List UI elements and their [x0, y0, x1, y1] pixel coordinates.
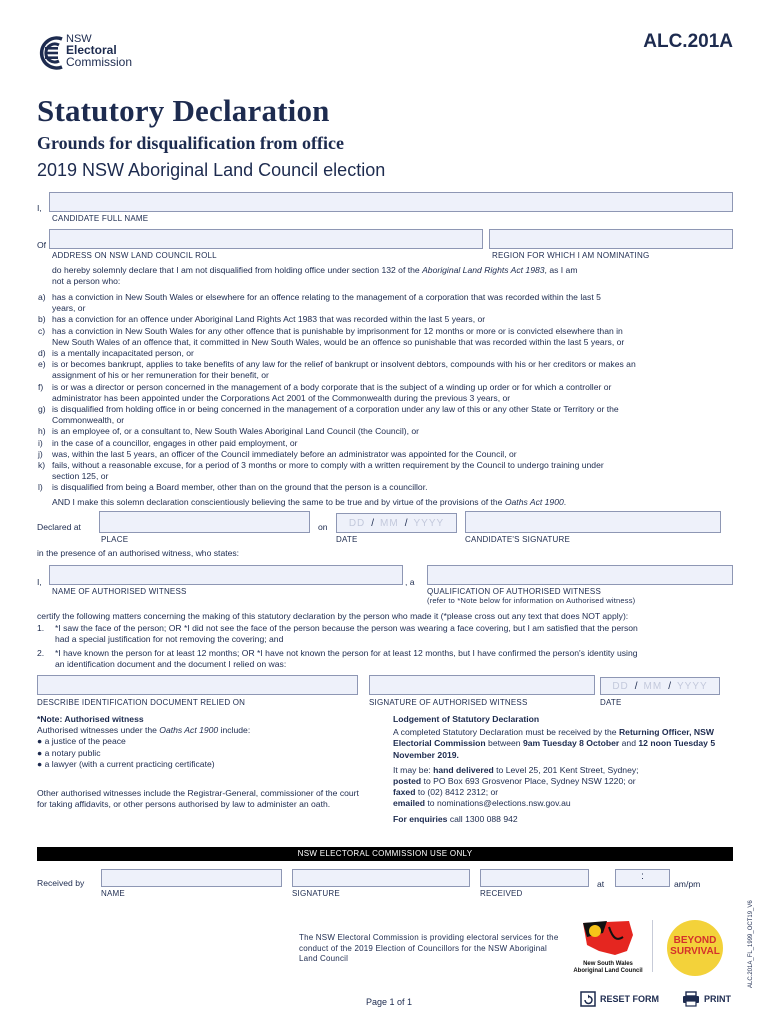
place-label: PLACE — [101, 535, 129, 544]
list-item: k) fails, without a reasonable excuse, for a period of 3 months or more to comply with a written requirement by the Council to undergo training under section 125, or — [38, 460, 604, 482]
reset-icon — [580, 991, 596, 1007]
id-document-label: DESCRIBE IDENTIFICATION DOCUMENT RELIED ON — [37, 698, 246, 707]
declaration-date-field[interactable]: DD / MM / YYYY — [336, 513, 457, 533]
list-item: e) is or becomes bankrupt, applies to take benefits of any law for the relief of bankrupt or insolvent debtors, compounds with his or her creditors or makes an assignment of his or her remuneration for their benefit, or — [38, 359, 636, 381]
logo-text-commission: Commission — [66, 55, 133, 69]
candidate-i-prefix: I, — [37, 203, 42, 213]
declaration-intro-line2: not a person who: — [52, 276, 121, 287]
list-item: d) is a mentally incapacitated person, or — [38, 348, 194, 359]
nsw-ec-logo — [36, 33, 156, 73]
nswalc-text-2: Aboriginal Land Council — [573, 968, 643, 974]
note-heading: *Note: Authorised witness — [37, 714, 144, 724]
presence-text: in the presence of an authorised witness, who states: — [37, 548, 240, 558]
nswalc-logo — [572, 917, 644, 979]
received-name-label: NAME — [101, 889, 125, 898]
list-item: a) has a conviction in New South Wales or elsewhere for an offence relating to the management of a corporation that was recorded within the last 5 years, or — [38, 292, 601, 314]
witness-qualification-field[interactable] — [427, 565, 733, 585]
received-signature-field[interactable] — [292, 869, 470, 887]
declaration-intro — [52, 265, 742, 287]
lodgement-methods: It may be: hand delivered to Level 25, 201 Kent Street, Sydney; posted to PO Box 693 Grosvenor Place, Sydney NSW 1220; or faxed to (02) 8412 2312; or emailed to nominations@elections.nsw.gov.au — [393, 764, 639, 809]
nswalc-map-icon — [579, 917, 637, 957]
divider — [652, 920, 653, 972]
list-item: h) is an employee of, or a consultant to, New South Wales Aboriginal Land Council (the Council), or — [38, 426, 420, 437]
region-label: REGION FOR WHICH I AM NOMINATING — [492, 251, 650, 260]
id-document-field[interactable] — [37, 675, 358, 695]
certify-item-2: 2. *I have known the person for at least 12 months; OR *I have not known the person for at least 12 months, but I have confirmed the person's identity using an identification document and the document I relied on was: — [37, 648, 638, 670]
candidate-of-prefix: Of — [37, 240, 47, 250]
list-item: b) has a conviction for an offence under Aboriginal Land Rights Act 1983 that was recorded within the last 5 years, or — [38, 314, 486, 325]
logo-text-nsw: NSW — [66, 33, 92, 45]
office-use-banner: NSW ELECTORAL COMMISSION USE ONLY — [37, 847, 733, 861]
provider-text: The NSW Electoral Commission is providing electoral services for the conduct of the 2019 Election of Councillors for the NSW Aboriginal Land Council — [299, 933, 559, 963]
certify-text: certify the following matters concerning the making of this statutory declaration by the person who made it (*please cross out any text that does NOT apply): — [37, 611, 629, 621]
candidate-signature-label: CANDIDATE'S SIGNATURE — [465, 535, 570, 544]
list-item: f) is or was a director or person concerned in the management of a body corporate that is the subject of a winding up order or for which a controller or administrator has been appointed under the Corporations Act 2001 of the Commonwealth during the previous 3 years, or — [38, 381, 612, 403]
candidate-full-name-field[interactable] — [49, 192, 733, 212]
witness-a-label: , a — [405, 577, 415, 587]
witness-name-field[interactable] — [49, 565, 403, 585]
nswalc-text-1: New South Wales — [583, 961, 633, 967]
declared-at-label: Declared at — [37, 522, 81, 532]
at-label: at — [597, 879, 605, 889]
nsw-ec-logo-icon — [36, 35, 66, 71]
note-intro: Authorised witnesses under the Oaths Act 1900 include: — [37, 725, 251, 736]
lodgement-deadline: A completed Statutory Declaration must be received by the Returning Officer, NSW Electorial Commission between 9am Tuesday 8 October and 12 noon Tuesday 5 November 2019. — [393, 727, 716, 760]
reset-form-button[interactable]: RESET FORM — [580, 990, 659, 1008]
side-form-code: ALC.201A_FL_1999_OCT19_V6 — [748, 900, 754, 988]
received-signature-label: SIGNATURE — [292, 889, 340, 898]
declaration-intro-a: do hereby solemnly declare that I am not disqualified from holding office under section 132 of the — [52, 265, 423, 275]
declaration-intro-b: , as I am — [544, 265, 578, 275]
note-bullet: ● a lawyer (with a current practicing certificate) — [37, 758, 215, 769]
note-section — [37, 714, 367, 810]
address-field[interactable] — [49, 229, 483, 249]
address-label: ADDRESS ON NSW LAND COUNCIL ROLL — [52, 251, 217, 260]
received-name-field[interactable] — [101, 869, 282, 887]
print-button[interactable]: PRINT — [682, 990, 731, 1008]
witness-qualification-note: (refer to *Note below for information on Authorised witness) — [427, 596, 636, 605]
received-time-field[interactable]: : — [615, 869, 670, 887]
election-name: 2019 NSW Aboriginal Land Council election — [37, 160, 386, 180]
date-label: DATE — [336, 535, 358, 544]
list-item: i) in the case of a councillor, engages in other paid employment, or — [38, 437, 298, 448]
page-subtitle: Grounds for disqualification from office — [37, 133, 345, 153]
printer-icon — [682, 991, 700, 1007]
list-item: c) has a conviction in New South Wales for any other offence that is punishable by imprisonment for 12 months or more or is convicted elsewhere than in New South Wales of an offence that, it committed in New South Wales, would be an offence so punishable that was recorded within the last 5 years, or — [38, 325, 625, 347]
region-field[interactable] — [489, 229, 733, 249]
declaration-intro-act: Aboriginal Land Rights Act 1983 — [422, 265, 545, 275]
received-label: RECEIVED — [480, 889, 523, 898]
lodgement-heading: Lodgement of Statutory Declaration — [393, 714, 540, 724]
note-bullet: ● a justice of the peace — [37, 736, 126, 747]
lodgement-enquiries: For enquiries call 1300 088 942 — [393, 813, 518, 824]
witness-i-prefix: I, — [37, 577, 42, 587]
place-field[interactable] — [99, 511, 310, 533]
page-number: Page 1 of 1 — [366, 997, 413, 1007]
note-other: Other authorised witnesses include the Registrar-General, commissioner of the court for taking affidavits, or other persons authorised by law to administer an oath. — [37, 788, 359, 810]
witness-date-label: DATE — [600, 698, 622, 707]
ampm-label: am/pm — [674, 879, 701, 889]
list-item: j) was, within the last 5 years, an officer of the Council immediately before an administrator was appointed for the Council, or — [38, 448, 517, 459]
disqualification-list — [38, 292, 738, 494]
note-bullet: ● a notary public — [37, 747, 101, 758]
list-item: l) is disqualified from being a Board member, other than on the ground that the person is a councillor. — [38, 482, 428, 493]
logo-text-electoral: Electoral — [66, 43, 117, 57]
list-item: g) is disqualified from holding office in or being concerned in the management of a corporation under any law of this or any other State or Territory or the Commonwealth, or — [38, 404, 619, 426]
form-code: ALC.201A — [643, 31, 733, 52]
witness-signature-field[interactable] — [369, 675, 595, 695]
witness-name-label: NAME OF AUTHORISED WITNESS — [52, 587, 187, 596]
candidate-full-name-label: CANDIDATE FULL NAME — [52, 214, 149, 223]
declaration-closing: AND I make this solemn declaration conscientiously believing the same to be true and by virtue of the provisions of the Oaths Act 1900. — [52, 497, 567, 507]
received-date-field[interactable] — [480, 869, 589, 887]
witness-date-field[interactable]: DD / MM / YYYY — [600, 677, 720, 695]
beyond-survival-logo: BEYOND SURVIVAL — [667, 920, 723, 976]
on-label: on — [318, 522, 328, 532]
received-by-label: Received by — [37, 878, 85, 888]
witness-qualification-label: QUALIFICATION OF AUTHORISED WITNESS — [427, 587, 601, 596]
page-title: Statutory Declaration — [37, 93, 330, 128]
certify-item-1: 1. *I saw the face of the person; OR *I did not see the face of the person because the person was wearing a face covering, but I am satisfied that the person had a special justification for not removing the covering; and — [37, 623, 638, 645]
lodgement-section — [393, 714, 738, 825]
candidate-signature-field[interactable] — [465, 511, 721, 533]
witness-signature-label: SIGNATURE OF AUTHORISED WITNESS — [369, 698, 528, 707]
